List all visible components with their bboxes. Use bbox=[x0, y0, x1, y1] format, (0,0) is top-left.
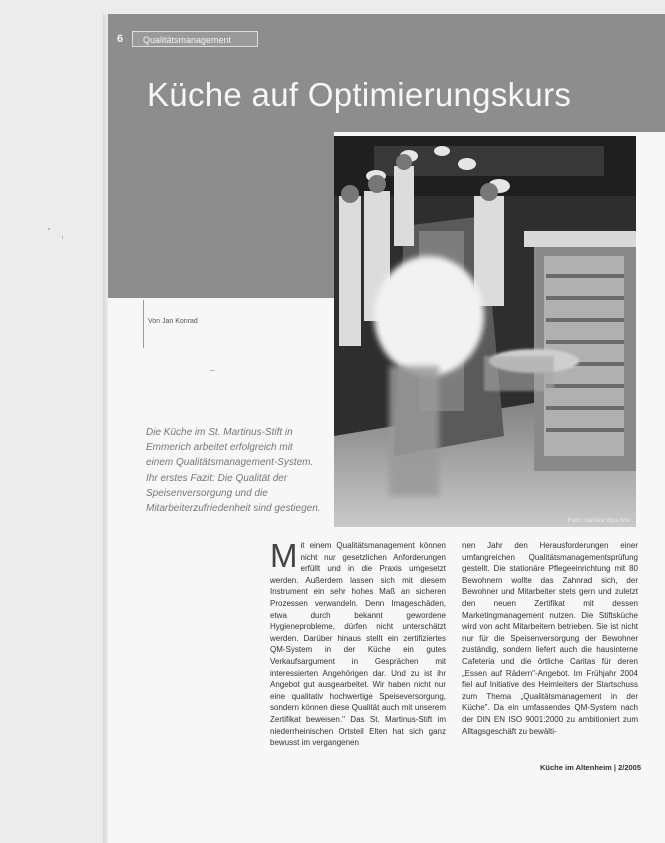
body-column-2: nen Jahr den Herausforderungen einer umfangreichen Qualitätsmanagementsprüfung gestellt. Die stationäre Pflegeeinrichtung mit 80 Bewohnern wollte das Zahnrad sich, der Bewohner und Mitarbeiter stets gern und zuletzt den neuen Zertifikat mit dessen Marketingmanagement nutzen. Die Stiftsküche wird von acht Mitarbeitern betrieben. Sie ist nicht nur für die Speisenversorgung der Bewohner zuständig, sondern liefert auch die hausinterne Cafeteria und die örtliche Caritas für deren „Essen auf Rädern"-Angebot. Im Frühjahr 2004 fiel auf Initiative des Heimleiters der Startschuss zum Thema „Qualitätsmanagement in der Küche". Da ein umfassendes QM-System nach der DIN EN ISO 9001:2000 zu ambitioniert zum Alltagsgeschäft zu bewälti- bbox=[462, 541, 638, 736]
scan-speck bbox=[48, 228, 50, 230]
section-label bbox=[108, 28, 258, 50]
kitchen-photo bbox=[334, 136, 636, 527]
kitchen-photo-illustration bbox=[334, 136, 636, 527]
intro-grey-panel bbox=[108, 132, 334, 298]
intro-teaser: Die Küche im St. Martinus-Stift in Emmerich arbeitet erfolgreich mit einem Qualitätsmanagement-System. Ihr erstes Fazit: Die Qualität der Speisenversorgung und die Mitarbeiterzufriedenheit sind gestiegen. bbox=[146, 427, 321, 515]
author-divider bbox=[143, 300, 144, 348]
scan-speck bbox=[62, 236, 63, 239]
body-column-1 bbox=[270, 537, 446, 749]
body-column-1-text: it einem Qualitätsmanagement können nicht nur gesetzlichen Anforderungen erfüllt und in die Praxis umgesetzt werden. Außerdem lassen sich mit diesem Instrument ein sehr hohes Maß an sicheren Prozessen verwandeln. Denn Imageschäden, etwa durch bekannt gewordene Hygieneprobleme, dürfen nicht unterschätzt werden. Darüber hinaus stellt ein zertifiziertes QM-System in der Küche ein gutes Verkaufsargument in Gesprächen mit interessierten Angehörigen dar. Und zu ist ihr Angebot gut ausgearbeitet. Wir haben nicht nur eine qualitativ hochwertige Speiseversorgung, sondern können diese Qualität auch mit unserem Zertifikat beweisen." Das St. Martinus-Stift im niederrheinischen Ortsteil Elten hat sich ganz bewusst im vergangenen bbox=[270, 541, 446, 748]
page-footer: Küche im Altenheim | 2/2005 bbox=[540, 763, 642, 772]
section-title: Qualitätsmanagement bbox=[132, 31, 258, 47]
dropcap-letter: M bbox=[270, 537, 298, 574]
scan-speck bbox=[210, 370, 215, 371]
section-number: 6 bbox=[116, 33, 124, 45]
photo-credit: Foto: caritas/ dpa.nrw bbox=[567, 517, 630, 524]
article-headline: Küche auf Optimierungskurs bbox=[147, 76, 572, 113]
author-line: Von Jan Konrad bbox=[148, 318, 198, 325]
